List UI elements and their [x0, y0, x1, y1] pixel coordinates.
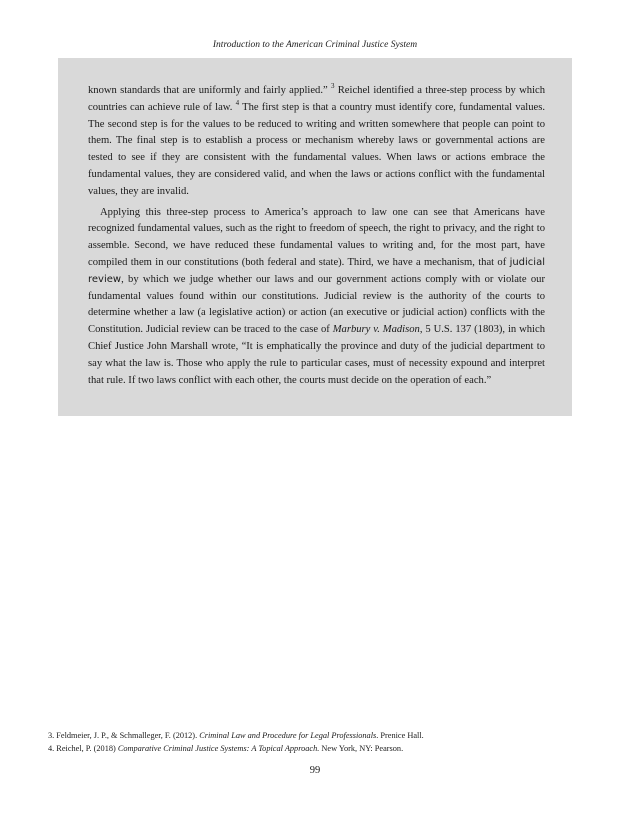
p2-text-3: , 5 U.S. 137 (1803), in which Chief Justice John Marshall wrote, “It is emphatically the province and duty of the judicial department to say what the law is. Those who apply the rule to particular cases, must of necessity expound and interpret that rule. If two laws conflict with each other, the courts must decide on the operation of each.”: [88, 324, 545, 386]
footnote-3-post: . Prenice Hall.: [376, 731, 424, 740]
page-number: 99: [309, 765, 321, 776]
footnote-3-pre: 3. Feldmeier, J. P., & Schmalleger, F. (2012).: [48, 731, 200, 740]
p2-text-2: , by which we judge whether our laws and our government actions comply with or violate our fundamental values found within our constitutions. Judicial review is the authority of the courts to determine whether a law (a legislative action) or action (an executive or judicial action) conflicts with the Constitution. Judicial review can be traced to the case of: [88, 273, 545, 336]
p1-text-3: The first step is that a country must identify core, fundamental values. The second step is for the values to be reduced to writing and written somewhere that people can point to them. The final step is to establish a process or mechanism whereby laws or governmental actions are tested to see if they are consistent with the fundamental values. When laws or actions embrace the fundamental values, they are considered valid, and when the laws or actions conflict with the fundamental values, they are invalid.: [88, 101, 546, 197]
footnotes: [48, 730, 588, 755]
footnote-4-pre: 4. Reichel, P. (2018): [48, 743, 118, 753]
p1-text-2: Reichel identified a three-step process by which countries can achieve rule of law.: [88, 85, 546, 113]
footnote-3-title: Criminal Law and Procedure for Legal Professionals: [199, 731, 377, 740]
paragraph-1: [88, 83, 545, 201]
body-text-box: [88, 83, 545, 389]
running-header: Introduction to the American Criminal Justice System: [212, 40, 418, 50]
footnote-4: [48, 743, 588, 756]
p1-text-1: known standards that are uniformly and fairly applied.”: [88, 85, 328, 96]
case-name: Marbury v. Madison: [332, 324, 420, 336]
footnote-4-post: New York, NY: Pearson.: [319, 743, 404, 753]
key-term: judicial review: [88, 256, 545, 285]
footnote-ref-3: 3: [330, 82, 335, 90]
p2-text-1: Applying this three-step process to America’s approach to law one can see that Americans have recognized fundamental values, such as the right to freedom of speech, the right to privacy, and the right to assemble. Second, we have reduced these fundamental values to writing and, for the most part, have compiled them in our constitutions (both federal and state). Third, we have a mechanism, that of: [88, 206, 545, 268]
footnote-3: [48, 730, 588, 743]
paragraph-2: [88, 205, 545, 390]
footnote-ref-4: 4: [235, 98, 240, 107]
footnote-4-title: Comparative Criminal Justice Systems: A Topical Approach.: [117, 743, 320, 753]
